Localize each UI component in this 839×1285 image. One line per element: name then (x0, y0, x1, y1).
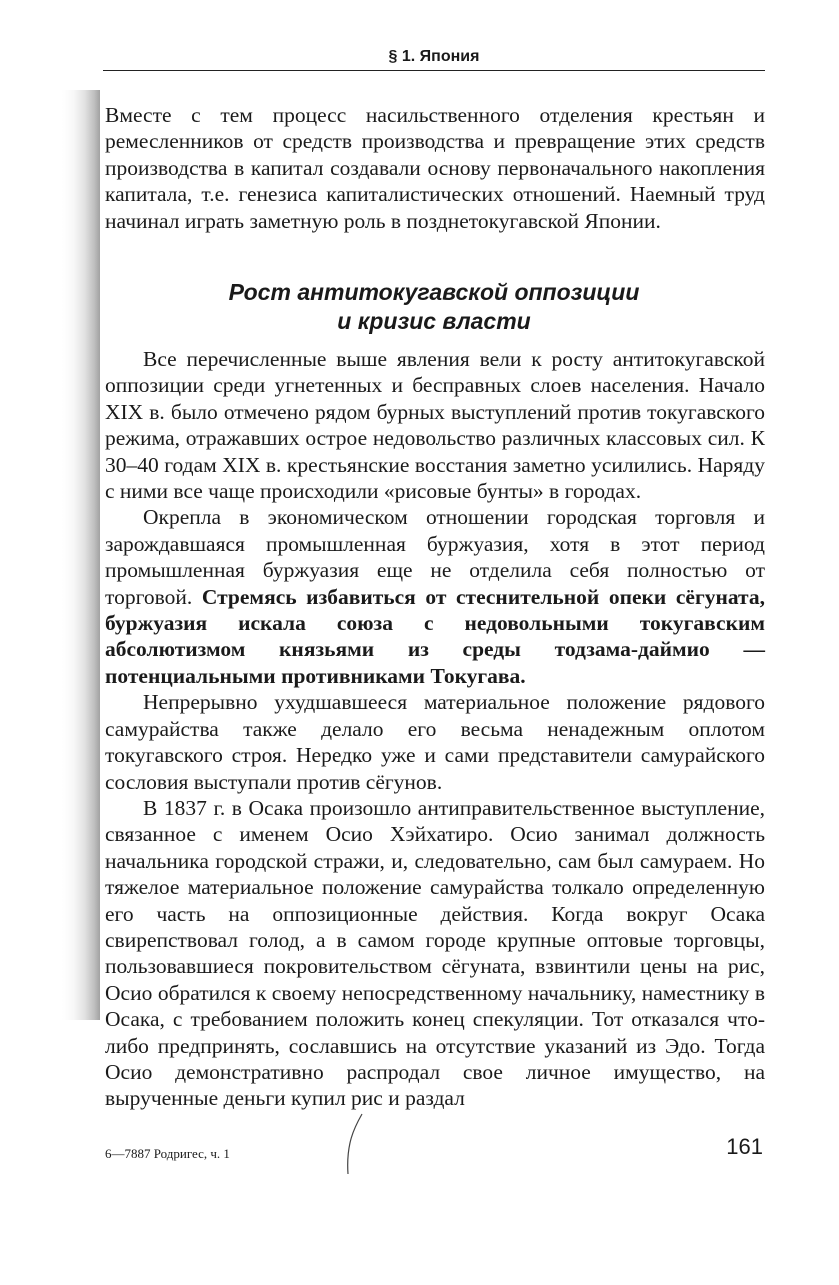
heading-line-1: Рост антитокугавской оппозиции (228, 279, 640, 305)
section-heading (103, 278, 765, 336)
section-header: § 1. Япония (388, 48, 480, 65)
paragraph-1: Все перечисленные выше явления вели к росту антитокугавской оппозиции среди угнетенных и бесправных слоев населения. Начало XIX в. было отмечено рядом бурных выступлений против токугавского режима, отражавших острое недовольство различных классовых сил. К 30–40 годам XIX в. крестьянские восстания заметно усилились. Наряду с ними все чаще происходили «рисовые бунты» в городах. (105, 347, 765, 504)
body-text (105, 346, 765, 1112)
paragraph-2-normal: Окрепла в экономическом отношении городская торговля и зарождавшаяся промышленная буржуазия, хотя в этот период промышленная буржуазия еще не отделила себя полностью от торговой. (105, 505, 765, 609)
header-rule (103, 70, 765, 71)
page-binding-shadow (62, 90, 100, 1020)
intro-paragraph (105, 102, 765, 234)
intro-paragraph-text: Вместе с тем процесс насильственного отделения крестьян и ремесленников от средств производства и превращение этих средств производства в капитал создавали основу первоначального накопления капитала, т.е. генезиса капиталистических отношений. Наемный труд начинал играть заметную роль в позднетокугавской Японии. (105, 103, 765, 233)
paragraph-3: Непрерывно ухудшавшееся материальное положение рядового самурайства также делало его весьма ненадежным оплотом токугавского строя. Нередко уже и сами представители самурайского сословия выступали против сёгунов. (105, 690, 765, 794)
heading-line-2: и кризис власти (337, 308, 531, 334)
paragraph-2 (105, 504, 765, 689)
page-number: 161 (726, 1134, 763, 1159)
pencil-mark (340, 1110, 370, 1180)
footer-signature: 6—7887 Родригес, ч. 1 (105, 1146, 230, 1161)
paragraph-4: В 1837 г. в Осака произошло антиправительственное выступление, связанное с именем Осио Хэйхатиро. Осио занимал должность начальника городской стражи, и, следовательно, сам был самураем. Но тяжелое материальное положение самурайства толкало определенную его часть на оппозиционные действия. Когда вокруг Осака свирепствовал голод, а в самом городе крупные оптовые торговцы, пользовавшиеся покровительством сёгуната, взвинтили цены на рис, Осио обратился к своему непосредственному начальнику, наместнику в Осака, с требованием положить конец спекуляции. Тот отказался что-либо предпринять, сославшись на отсутствие указаний из Эдо. Тогда Осио демонстративно распродал свое личное имущество, на вырученные деньги купил рис и раздал (105, 795, 765, 1111)
paragraph-2-bold: Стремясь избавиться от стеснительной опеки сёгуната, буржуазия искала союза с недовольными токугавским абсолютизмом князьями из среды тодзама-даймио — потенциальными противниками Токугава. (105, 584, 765, 688)
